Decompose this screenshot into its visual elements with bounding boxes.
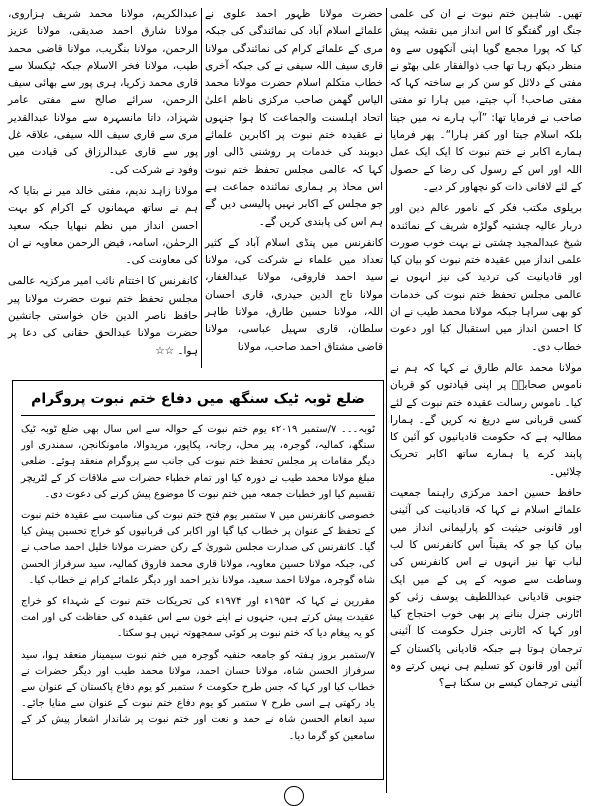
program-paragraph-3: مقررین نے کہا کہ ۱۹۵۳ء اور ۱۹۷۴ء کی تحریکات ختم نبوت کے شہداء کو خراج عقیدت پیش کرتے ہیں، جنہوں نے اپنے خون سے اس عقیدہ کی حفاظت کی اور امت کو یہ پیغام دیا کہ ختم نبوت پر کوئی سمجھوتہ نہیں ہو سکتا۔ <box>21 596 376 640</box>
left-paragraph-2: مولانا زاہد ندیم، مفتی خالد میر نے بتایا کہ ہم نے ساتھ مہمانوں کے اکرام کو بہت احسن انداز میں نظم نبھایا جبکہ سعید الرحمٰن، اسامہ، فیض الرحمن معاویہ نے ان کی معاونت کی۔ <box>8 184 198 267</box>
right-column <box>390 6 582 796</box>
right-paragraph-3: مولانا محمد عالم طارق نے کہا کہ ہم نے ناموس صحابہؓ پر اپنی قیادتوں کو قربان کیا۔ ناموس رسالت عقیدہ ختم نبوت کے لئے کسی قربانی سے دریغ نہ کریں گے۔ ہمارا مطالبہ ہے کہ حکومت قادیانیوں کو آئین کا پابند کرے یا ہمارے ساتھ اکابر تحریک چلائیں۔ <box>390 361 582 478</box>
middle-column <box>205 6 383 372</box>
column-divider <box>386 8 387 793</box>
program-paragraph-1: ٹوبہ۔۔۔ ۷/ستمبر ۲۰۱۹ء یوم ختم نبوت کے حوالہ سے اس سال بھی ضلع ٹوبہ ٹیک سنگھ، کمالیہ، گوجرہ، پیر محل، رجانہ، پکاپور، مریدوالا، مامونکانجن، سمندری اور دیگر مقامات پر مجلس تحفظ ختم نبوت کی جانب سے پروگرام منعقد ہوئے۔ ضلعی مبلغ مولانا محمد طیب نے دورہ کیا اور تمام خطباء حضرات سے ملاقات کر کے لٹریچر تقسیم کیا اور خطبات جمعہ میں ختم نبوت کا موضوع پیش کرنے کی دعوت دی۔ <box>21 424 376 500</box>
right-paragraph-1: تھیں۔ شاہین ختم نبوت نے ان کی علمی جنگ اور گفتگو کا اس انداز میں نقشہ پیش کیا کہ پورا مجمع گویا اپنی آنکھوں سے وہ منظر دیکھ رہا تھا جب ذوالفقار علی بھٹو نے مفتی کے دلائل کو سن کر بے ساختہ کہا کہ مفتی صاحب! آپ جیتے، میں ہارا تو مفتی صاحب نے فرمایا تھا: ”آپ ہارے نہ میں جیتا بلکہ اسلام جیتا اور کفر ہارا“۔ پھر فرمایا ہمارے اکابر نے ختم نبوت کا ایک ایک عمل اللہ اور اس کے رسول کی رضا کے حصول کے لئے لافانی ذات کو نچھاور کر دیے۔ <box>390 8 582 193</box>
program-paragraph-2: خصوصی کانفرنس میں ۷ ستمبر یوم فتح ختم نبوت کی مناسبت سے عقیدہ ختم نبوت کے تحفظ کے عنوان پر خطاب کیا گیا اور اکابر کی قربانیوں کو خراج تحسین پیش کیا گیا۔ کانفرنس کی صدارت مجلس شوریٰ کے رکن حضرت مولانا خلیل احمد صاحب نے کی، جبکہ مولانا حسین معاویہ، مولانا قاری محمد فاروق کمالیہ، سید سرفراز الحسن شاہ گوجرہ، مولانا احمد سعید، مولانا نذیر احمد اور دیگر علمائے کرام نے خطاب کیا۔ <box>21 510 375 586</box>
left-paragraph-1: عبدالکریم، مولانا محمد شریف ہزاروی، مولانا شارق احمد صدیقی، مولانا عزیز الرحمن، مولانا بنگریب، مولانا قاضی محمد طیب، مولانا فخر الاسلام جبکہ ٹیکسلا سے قاری محمد زکریا، ہری پور سے بھائی سیف الرحمن، سرائے صالح سے مفتی عامر شہزاد، داتا مانسہرہ سے مولانا عبدالقدیر مری سے قاری سیف اللہ سیفی، علاقہ غل پور سے قاری عبدالرزاق کی قیادت میں وفود نے شرکت کی۔ <box>8 8 198 176</box>
right-paragraph-4: حافظ حسین احمد مرکزی راہنما جمعیت علمائے اسلام نے کہا کہ قادیانیت کی آئینی اور قانونی حیثیت کو پارلیمانی انداز میں بیان کیا جو کہ یقیناً اس کانفرنس کا لب لباب تھا نیز انہوں نے اس کانفرنس کی وساطت سے صوبہ کے پی کے میں ایک جنوبی قادیانی عبداللطیف یوسف زئی کو اٹارنی جنرل بنانے پر بھی خوب احتجاج کیا اور کہا کہ اٹارنی جنرل حکومت کا آئینی ترجمان ہوتا ہے جبکہ قادیانی پاکستان کے آئین اور قانون کو تسلیم ہی نہیں کرتے وہ آئینی ترجمان کیسے بن سکتا ہے؟ <box>390 487 582 690</box>
middle-paragraph-2: کانفرنس میں پنڈی اسلام آباد کے کثیر تعداد میں علماء نے شرکت کی، مولانا سید احمد فاروقی، مولانا عبدالغفار، مولانا تاج الدین حیدری، قاری احسان اللہ، مولانا حسین طارق، مولانا طاہر سلطان، قاری سہیل عباسی، مولانا قاضی مشتاق احمد صاحب، مولانا <box>205 236 383 353</box>
left-column <box>8 6 198 372</box>
program-box <box>12 380 384 780</box>
program-box-title: ضلع ٹوبہ ٹیک سنگھ میں دفاع ختم نبوت پروگرام <box>21 387 375 416</box>
left-paragraph-3: کانفرنس کا اختتام نائب امیر مرکزیہ عالمی مجلس تحفظ ختم نبوت حضرت مولانا پیر حافظ ناصر الدین خان خواستی جانشین حضرت مولانا عبدالحق حقانی کی دعا پر ہوا۔ ☆☆ <box>8 275 198 357</box>
middle-paragraph-1: حضرت مولانا ظہور احمد علوی نے علمائے اسلام آباد کی نمائندگی کی جبکہ مری کے علمائے کرام کی نمائندگی مولانا قاری سیف اللہ سیفی نے کی جبکہ آخری خطاب متکلم اسلام حضرت مولانا محمد الیاس گھمن صاحب مرکزی ناظم اعلیٰ اتحاد اہلسنت والجماعت کا ہوا جنہوں نے عقیدہ ختم نبوت پر اکابرین علمائے دیوبند کی خدمات پر روشنی ڈالی اور کہا کہ عالمی مجلس تحفظ ختم نبوت اس محاذ پر ہماری نمائندہ جماعت ہے جو مجلس کے اکابر نہیں پالیسی دیں گے ہم اس کی پابندی کریں گے۔ <box>205 8 383 228</box>
page-marker-circle <box>284 786 304 806</box>
column-divider <box>201 8 202 368</box>
right-paragraph-2: بریلوی مکتب فکر کے نامور عالم دین اور دربار عالیہ چشتیہ گولڑہ شریف کے نمائندہ شیخ عبدالمجید چشتی نے بہت خوب صورت علمی انداز میں عقیدہ ختم نبوت کو بیان کیا اور قادیانیت کی تردید کی نیز انہوں نے عالمی مجلس تحفظ ختم نبوت کی خدمات کو بھی سراہا جبکہ مولانا محمد طیب نے ان کا احسن انداز میں استقبال کیا اور دعوت خطاب دی۔ <box>390 202 582 353</box>
program-paragraph-4: ۷/ستمبر بروز ہفتہ کو جامعہ حنفیہ گوجرہ میں ختم نبوت سیمینار منعقد ہوا، سید سرفراز الحسن شاہ، مولانا حسان احمد، مولانا محمد طیب اور دیگر حضرات نے خطاب کیا اور کہا کہ جس طرح حکومت ۶ ستمبر کو یوم دفاع پاکستان کے عنوان سے یاد رکھتی ہے اسی طرح ۷ ستمبر کو یوم دفاع ختم نبوت کے عنوان سے منایا جائے۔ سید انعام الحسن شاہ نے حمد و نعت اور ختم نبوت پر شاندار اشعار پیش کر کے سامعین کو گرما دیا۔ <box>21 649 375 742</box>
